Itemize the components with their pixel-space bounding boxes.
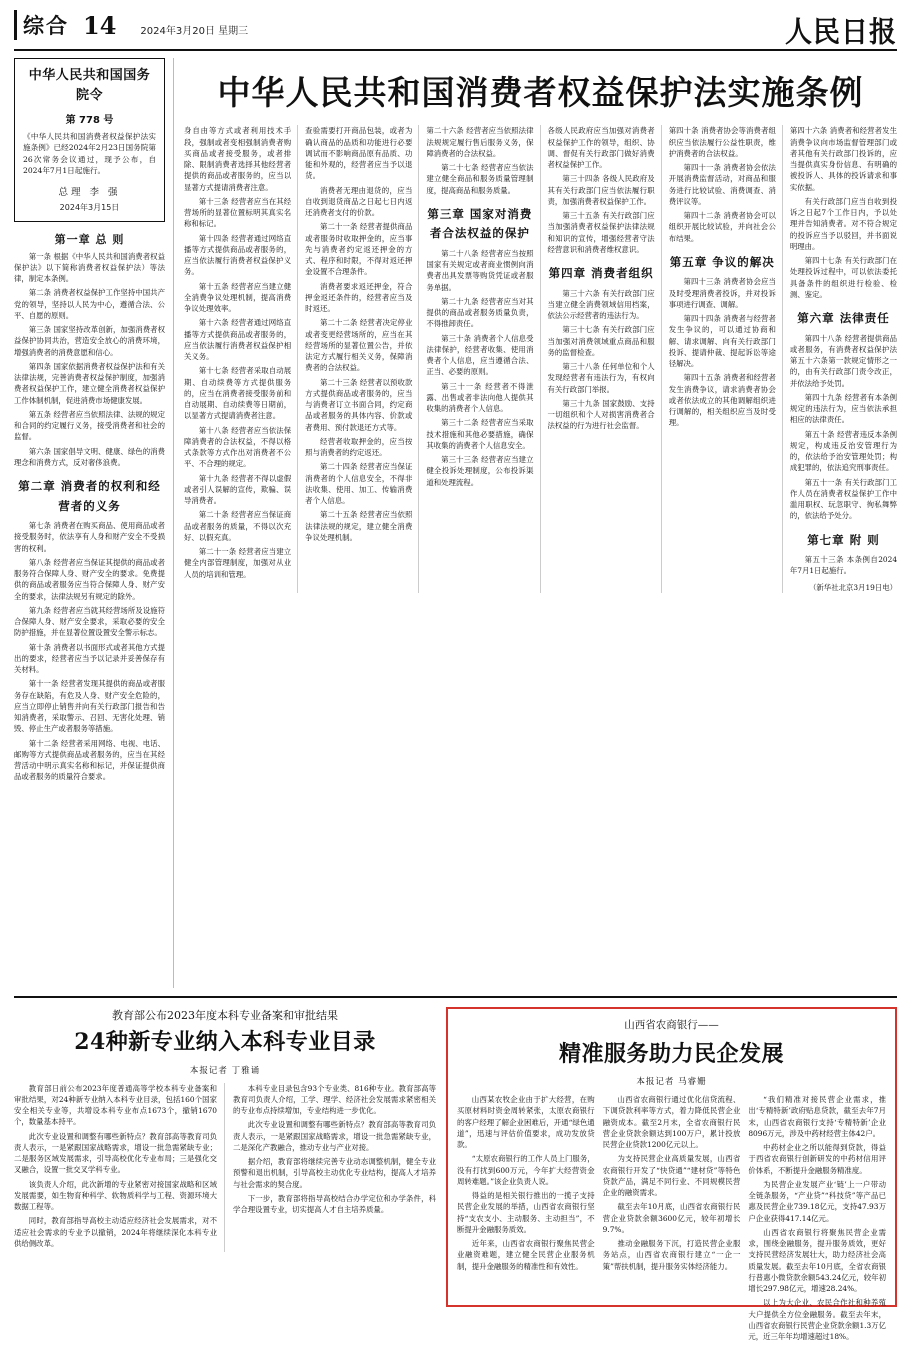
publication-date: 2024年3月20日 星期三 xyxy=(140,25,249,37)
bank-advertisement xyxy=(446,1007,897,1341)
paragraph: 第五条 经营者应当依照法律、法规的规定和合同的约定履行义务，接受消费者和社会的监督。 xyxy=(14,409,165,442)
paragraph: 截至去年10月底，山西省农商银行民营企业贷款余额3600亿元，较年初增长9.7%。 xyxy=(602,1202,741,1234)
paragraph: “我们精准对接民营企业需求，推出‘专精特新’政府贴息贷款，截至去年7月末，山西省农商银行支持‘专精特新’企业8096万元，涉及中药材经营主体42户。 xyxy=(748,1095,887,1138)
paragraph: 第三十四条 各级人民政府及其有关行政部门应当依法履行职责，加强消费者权益保护工作。 xyxy=(547,174,655,206)
article-column-6 xyxy=(669,125,783,592)
paragraph: 第三十六条 有关行政部门应当建立健全消费领域信用档案，依法公示经营者的违法行为。 xyxy=(547,288,655,321)
paragraph: 推动金融服务下沉，打造民营企业服务站点，山西省农商银行建立“一企一策”帮扶机制，提升服务实体经济能力。 xyxy=(602,1239,741,1271)
chapter-heading-6: 第六章 法律责任 xyxy=(797,311,890,325)
ad-column-3 xyxy=(748,1094,886,1345)
paragraph: 第十八条 经营者应当依法保障消费者的合法权益，不得以格式条款等方式作出对消费者不公平、不合理的规定。 xyxy=(184,425,292,469)
state-council-decree xyxy=(14,58,165,222)
paragraph: 第四十五条 消费者和经营者发生消费争议，请求消费者协会或者依法成立的其他调解组织进行调解的，相关组织应当及时受理。 xyxy=(668,373,776,428)
paragraph: 第三十九条 国家鼓励、支持一切组织和个人对损害消费者合法权益的行为进行社会监督。 xyxy=(547,398,655,431)
article-column-2 xyxy=(184,125,298,592)
page-title: 中华人民共和国消费者权益保护法实施条例 xyxy=(217,73,864,112)
paragraph: 第三十五条 有关行政部门应当加强消费者权益保护法律法规和知识的宣传，增强经营者守法经营意识和消费者维权意识。 xyxy=(547,211,655,254)
paragraph: 第五十三条 本条例自2024年7月1日起施行。 xyxy=(789,555,898,576)
article-column-3 xyxy=(305,125,419,592)
paragraph: 第三十七条 有关行政部门应当加强对消费领域重点商品和服务的监督检查。 xyxy=(547,325,655,357)
education-headline: 24种新专业纳入本科专业目录 xyxy=(74,1029,376,1055)
paragraph: 山西省农商银行通过优化信贷流程、下调贷款利率等方式，着力降低民营企业融资成本。截至2月末，全省农商银行民营企业贷款余额达到100万户，累计投放民营企业贷款1200亿元以上。 xyxy=(602,1095,741,1149)
education-kicker: 教育部公布2023年度本科专业备案和审批结果 xyxy=(112,1009,338,1022)
paragraph: 第十六条 经营者通过网络直播等方式提供商品或者服务的，应当依法履行消费者权益保护相关义务。 xyxy=(184,318,292,361)
chapter-heading-3: 第三章 国家对消费者合法权益的保护 xyxy=(427,206,533,241)
paragraph: 第十九条 经营者不得以虚假或者引人误解的宣传，欺骗、误导消费者。 xyxy=(184,473,292,505)
decree-number: 第 778 号 xyxy=(65,115,114,126)
paragraph: 第二十一条 经营者应当建立健全内部管理制度，加强对从业人员的培训和管理。 xyxy=(184,547,292,579)
paper-logo: 人民日报 xyxy=(785,16,897,49)
paragraph: 第九条 经营者应当就其经营场所及设施符合保障人身、财产安全要求，采取必要的安全防护措施，并在显著位置设置安全警示标志。 xyxy=(14,605,165,638)
paragraph: 同时，教育部指导高校主动适应经济社会发展需求，对不适应社会需求的专业予以撤销，2024年将继续深化本科专业供给侧改革。 xyxy=(14,1216,217,1248)
paragraph: 第十二条 经营者采用网络、电视、电话、邮购等方式提供商品或者服务的，应当在其经营活动中明示真实名称和标记，并保证提供商品或者服务的质量符合要求。 xyxy=(14,738,165,782)
paragraph: 第五十条 经营者违反本条例规定，构成违反治安管理行为的，依法给予治安管理处罚；构成犯罪的，依法追究刑事责任。 xyxy=(789,429,898,473)
paragraph: 第十条 消费者以书面形式或者其他方式提出的要求，经营者应当予以记录并妥善保存有关材料。 xyxy=(14,642,165,675)
paragraph: 教育部日前公布2023年度普通高等学校本科专业备案和审批结果，对24种新专业纳入本科专业目录，包括160个国家安全相关专业等，共增设本科专业布点1673个，撤销1670个，数量基本持平。 xyxy=(14,1083,217,1127)
paragraph: 下一步，教育部将指导高校结合办学定位和办学条件，科学合理设置专业，切实提高人才自主培养质量。 xyxy=(233,1193,436,1215)
paragraph: 第二条 消费者权益保护工作坚持中国共产党的领导，坚持以人民为中心，遵循合法、公平、自愿的原则。 xyxy=(14,288,165,320)
paragraph: 第四十一条 消费者协会依法开展消费监督活动，对商品和服务进行比较试验、消费调查、消费评议等。 xyxy=(668,163,776,206)
paragraph: 有关行政部门应当自收到投诉之日起7个工作日内，予以处理并告知消费者。对不符合规定的投诉应当予以驳回，并书面说明理由。 xyxy=(789,196,898,251)
paragraph: 第二十一条 经营者提供商品或者服务时收取押金的，应当事先与消费者约定返还押金的方式、程序和时限，不得对返还押金设置不合理条件。 xyxy=(305,222,413,277)
left-column xyxy=(14,58,174,988)
paragraph: 消费者要求返还押金，符合押金返还条件的，经营者应当及时返还。 xyxy=(305,281,413,313)
paragraph: 山西省农商银行将聚焦民营企业需求，围绕金融服务，提升服务质效，更好支持民营经济发展壮大，助力经济社会高质量发展。截至去年10月底，全省农商银行普惠小微贷款余额543.24亿元，较年初增长297.98亿元，增速28.24%。 xyxy=(748,1227,887,1293)
education-columns xyxy=(14,1083,436,1253)
paragraph: 第二十七条 经营者应当依法建立健全商品和服务质量管理制度，提高商品和服务质量。 xyxy=(426,163,534,195)
masthead-left xyxy=(14,10,248,40)
paragraph: 第四十六条 消费者和经营者发生消费争议向市场监督管理部门或者其他有关行政部门投诉的，应当提供真实身份信息、有明确的被投诉人、具体的投诉请求和事实依据。 xyxy=(789,126,898,192)
paragraph: 第六条 国家倡导文明、健康、绿色的消费理念和消费方式，反对奢侈浪费。 xyxy=(14,446,165,467)
article-column-4 xyxy=(426,125,540,592)
bottom-section xyxy=(14,996,897,1341)
ad-kicker: 山西省农商银行—— xyxy=(624,1019,719,1031)
paragraph: 第八条 经营者应当保证其提供的商品或者服务符合保障人身、财产安全的要求。免费提供的商品或者服务应当符合保障人身、财产安全的要求，法律法规另有规定的除外。 xyxy=(14,557,165,601)
paragraph: 第二十四条 经营者应当保证消费者的个人信息安全，不得非法收集、使用、加工、传输消费者个人信息。 xyxy=(305,462,413,505)
paragraph: 第十四条 经营者通过网络直播等方式提供商品或者服务的，应当依法履行消费者权益保护义务。 xyxy=(184,233,292,277)
ad-column-1 xyxy=(457,1094,595,1345)
paragraph: 山西某农牧企业由于扩大经营，在购买原材料时资金周转紧张，太原农商银行的客户经理了解企业困难后，开通“绿色通道”，迅速与评估价值要求，成功发放贷款。 xyxy=(457,1095,595,1149)
paragraph: 第二十二条 经营者决定停业或者变更经营场所的，应当在其经营场所的显著位置公告，并依法定方式履行相关义务，保障消费者的合法权益。 xyxy=(305,318,413,373)
education-column-2 xyxy=(233,1083,436,1253)
paragraph: 第四十二条 消费者协会可以组织开展比较试验，并向社会公布结果。 xyxy=(668,211,776,243)
paragraph: 第十一条 经营者发现其提供的商品或者服务存在缺陷，有危及人身、财产安全危险的，应当立即停止销售并向有关行政部门报告和告知消费者，采取警示、召回、无害化处理、销毁、停止生产或者服务等措施。 xyxy=(14,679,165,734)
paragraph: 以上为大企业、农民合作社和种养殖大户提供全方位金融服务。截至去年末，山西省农商银行民营企业贷款余额1.3万亿元，近三年年均增速超过18%。 xyxy=(748,1298,887,1341)
masthead xyxy=(14,10,897,51)
ad-columns xyxy=(457,1094,886,1345)
paragraph: 为民营企业发展产业‘链’上一户带动全链条服务，“产业贷”“科技贷”等产品已惠及民营企业739.18亿元，支持47.93万户企业获得417.14亿元。 xyxy=(748,1179,887,1223)
paragraph: 此次专业设置和调整有哪些新特点？教育部高等教育司负责人表示，一是紧跟国家战略需求，增设一批急需紧缺专业；二是服务区域发展需求，引导高校优化专业布局；三是强化交叉融合，设置一批交叉学科专业。 xyxy=(14,1131,217,1175)
education-column-1 xyxy=(14,1083,225,1253)
ad-headline: 精准服务助力民企发展 xyxy=(558,1041,784,1067)
ad-byline: 本报记者 马睿姗 xyxy=(636,1077,707,1087)
decree-signature xyxy=(23,184,156,198)
decree-title: 中华人民共和国国务院令 xyxy=(28,68,151,103)
paragraph: 各级人民政府应当加强对消费者权益保护工作的领导，组织、协调、督促有关行政部门做好消费者权益保护工作。 xyxy=(547,126,655,169)
decree-body: 《中华人民共和国消费者权益保护法实施条例》已经2024年2月23日国务院第26次常务会议通过，现予公布，自2024年7月1日起施行。 xyxy=(23,132,156,176)
paragraph: 为支持民营企业高质量发展，山西省农商银行开发了“快贷通”“建材贷”等特色贷款产品，满足不同行业、不同规模民营企业的融资需求。 xyxy=(602,1154,741,1197)
chapter-heading-1: 第一章 总 则 xyxy=(54,232,125,246)
paragraph: 本科专业目录包含93个专业类、816种专业。教育部高等教育司负责人介绍，工学、理学、经济社会发展需求紧密相关的专业布点持续增加，专业结构进一步优化。 xyxy=(233,1083,436,1116)
paragraph: 第四十条 消费者协会等消费者组织应当依法履行公益性职责，维护消费者的合法权益。 xyxy=(668,126,776,158)
paragraph: 第十三条 经营者应当在其经营场所的显著位置标明其真实名称和标记。 xyxy=(184,196,292,229)
education-article xyxy=(14,1007,446,1307)
decree-signer-label: 总理 xyxy=(58,186,84,198)
masthead-right xyxy=(785,10,897,49)
paragraph: 中药材企业之所以能得到贷款，得益于西省农商银行创新研发的中药材信用评价体系，不断提升金融服务精准度。 xyxy=(748,1143,887,1175)
chapter-heading-2: 第二章 消费者的权利和经营者的义务 xyxy=(18,479,161,513)
main-article-area xyxy=(14,58,897,988)
section-label: 综合 xyxy=(14,10,69,40)
paragraph: 据介绍，教育部将继续完善专业动态调整机制，健全专业预警和退出机制，引导高校主动优化专业结构，提高人才培养与社会需求的契合度。 xyxy=(233,1157,436,1189)
release-note: （新华社北京3月19日电） xyxy=(809,582,898,592)
paragraph: 近年来，山西省农商银行聚焦民营企业融资难题，建立健全民营企业服务机制，提升金融服务的精准性和有效性。 xyxy=(457,1239,595,1271)
paragraph: 该负责人介绍，此次新增的专业紧密对接国家战略和区域发展需要，如生物育种科学、软物质科学与工程、资源环境大数据工程等。 xyxy=(14,1179,217,1212)
paragraph: 第二十六条 经营者应当依照法律法规规定履行售后服务义务，保障消费者的合法权益。 xyxy=(426,126,534,158)
page-number: 14 xyxy=(83,10,117,40)
paragraph: 第三十三条 经营者应当建立健全投诉处理制度，公布投诉渠道和处理流程。 xyxy=(426,455,534,487)
paragraph: 第三十二条 经营者应当采取技术措施和其他必要措施，确保其收集的消费者个人信息安全。 xyxy=(426,418,534,450)
article-column-7 xyxy=(790,125,897,592)
paragraph: 第十七条 经营者采取自动展期、自动续费等方式提供服务的，应当在消费者接受服务前和自动展期、自动续费等日期前，以显著方式提请消费者注意。 xyxy=(184,366,292,421)
paragraph: 第一条 根据《中华人民共和国消费者权益保护法》以下简称消费者权益保护法）等法律，制定本条例。 xyxy=(14,251,165,284)
decree-date: 2024年3月15日 xyxy=(59,202,120,212)
paragraph: 经营者收取押金的，应当按照与消费者的约定返还。 xyxy=(305,436,413,457)
paragraph: 消费者无理由退货的，应当自收到退货商品之日起七日内返还消费者支付的价款。 xyxy=(305,185,413,217)
paragraph: 第四十七条 有关行政部门在处理投诉过程中，可以依法委托具备条件的组织进行检验、检测、鉴定。 xyxy=(789,256,898,299)
article-column-5 xyxy=(548,125,662,592)
paragraph: 第四十八条 经营者提供商品或者服务，有消费者权益保护法第五十六条第一款规定情形之一的，由有关行政部门责令改正，并依法给予处罚。 xyxy=(789,333,898,388)
chapter-heading-4: 第四章 消费者组织 xyxy=(548,266,654,280)
chapter-heading-7: 第七章 附 则 xyxy=(807,532,880,547)
article-columns xyxy=(184,125,897,592)
paragraph: 得益的是相关银行推出的一揽子支持民营企业发展的举措，山西省农商银行坚持“支农支小、主动服务、主动担当”，不断提升金融服务质效。 xyxy=(457,1191,595,1234)
paragraph: “太原农商银行的工作人员上门服务，没有打扰到600万元，今年扩大经营资金周转难题。”该企业负责人说。 xyxy=(457,1154,595,1186)
paragraph: 第五十一条 有关行政部门工作人员在消费者权益保护工作中滥用职权、玩忽职守、徇私舞弊的，依法给予处分。 xyxy=(789,477,898,521)
headline-area xyxy=(174,58,897,988)
paragraph: 第三条 国家坚持改革创新，加强消费者权益保护协同共治，营造安全放心的消费环境，增强消费者的消费意愿和信心。 xyxy=(14,325,165,357)
paragraph: 第四十四条 消费者与经营者发生争议的，可以通过协商和解、请求调解、向有关行政部门投诉、提请仲裁、提起诉讼等途径解决。 xyxy=(668,314,776,369)
paragraph: 第二十条 经营者应当保证商品或者服务的质量，不得以次充好、以假充真。 xyxy=(184,510,292,542)
paragraph: 此次专业设置和调整有哪些新特点？教育部高等教育司负责人表示，一是紧跟国家战略需求，增设一批急需紧缺专业，二是深化产教融合，推动专业与产业对接。 xyxy=(233,1120,436,1152)
paragraph: 第二十五条 经营者应当依照法律法规的规定，建立健全消费争议处理机制。 xyxy=(305,510,413,542)
paragraph: 第四十三条 消费者协会应当及时受理消费者投诉，并对投诉事项进行调查、调解。 xyxy=(668,277,776,309)
paragraph: 第二十九条 经营者应当对其提供的商品或者服务质量负责，不得推卸责任。 xyxy=(426,296,534,329)
paragraph: 第三十条 消费者个人信息受法律保护，经营者收集、使用消费者个人信息，应当遵循合法、正当、必要的原则。 xyxy=(426,333,534,377)
paragraph: 查验需要打开商品包装，或者为确认商品的品质和功能进行必要调试而不影响商品原有品质、功能和外观的，经营者应当予以退货。 xyxy=(305,126,413,181)
paragraph: 第七条 消费者在购买商品、使用商品或者接受服务时，依法享有人身和财产安全不受损害的权利。 xyxy=(14,521,165,553)
paragraph: 第二十八条 经营者应当按照国家有关规定或者商业惯例向消费者出具发票等购货凭证或者服务单据。 xyxy=(426,248,534,292)
ad-column-2 xyxy=(603,1094,741,1345)
paragraph: 第十五条 经营者应当建立健全消费争议处理机制，提高消费争议处理效率。 xyxy=(184,281,292,313)
paragraph: 身自由等方式或者利用技术手段，强制或者变相强制消费者购买商品或者接受服务，或者排除、限制消费者选择其他经营者提供的商品或者服务的，应当以显著方式提请消费者注意。 xyxy=(184,126,292,192)
education-byline: 本报记者 丁雅诵 xyxy=(189,1065,261,1076)
paragraph: 第二十三条 经营者以预收款方式提供商品或者服务的，应当与消费者订立书面合同，约定商品或者服务的具体内容、价款或者费用、预付款退还方式等。 xyxy=(305,377,413,432)
paragraph: 第四条 国家依据消费者权益保护法和有关法律法规，完善消费者权益保护制度，加强消费者权益保护工作，建立健全消费者权益保护工作体制机制，促进消费市场健康发展。 xyxy=(14,361,165,405)
paragraph: 第四十九条 经营者有本条例规定的违法行为，应当依法承担相应的法律责任。 xyxy=(789,392,898,425)
paragraph: 第三十一条 经营者不得泄露、出售或者非法向他人提供其收集的消费者个人信息。 xyxy=(426,381,534,414)
paragraph: 第三十八条 任何单位和个人发现经营者有违法行为，有权向有关行政部门举报。 xyxy=(547,362,655,394)
chapter-heading-5: 第五章 争议的解决 xyxy=(669,254,775,269)
decree-signer: 李 强 xyxy=(89,186,121,198)
